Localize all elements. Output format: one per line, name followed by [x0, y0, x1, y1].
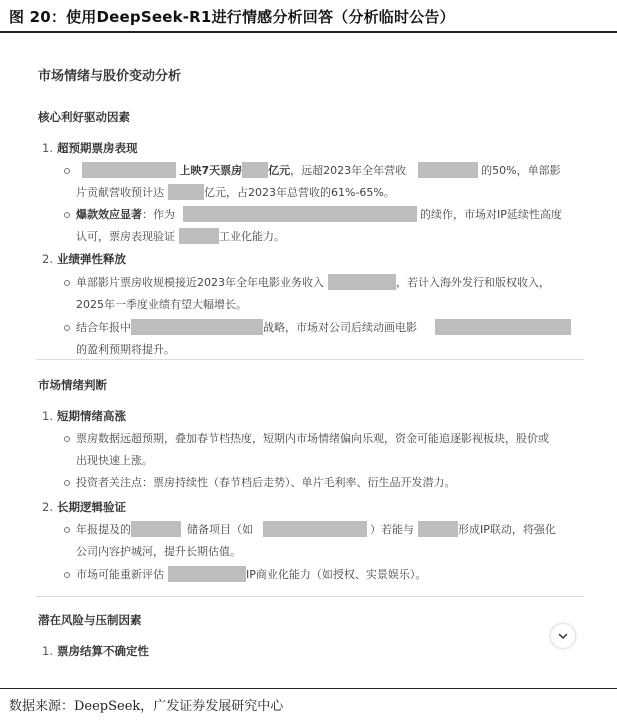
- redaction-block: [418, 521, 458, 537]
- redaction-block: [82, 162, 176, 178]
- text-line: 出现快速上涨。: [76, 454, 153, 467]
- text-segment: 的50%，单部影: [481, 164, 561, 177]
- item-label: 票房结算不确定性: [56, 644, 149, 658]
- bullet-dot-icon: [64, 325, 70, 331]
- bullet-dot-icon: [64, 480, 70, 486]
- bullet-investor-focus: [64, 472, 584, 494]
- item-number: 1.: [42, 141, 53, 155]
- section-title-sentiment: 市场情绪判断: [38, 378, 107, 392]
- text-segment: 爆款效应显著: [76, 208, 142, 221]
- text-segment: 2025年一季度业绩有望大幅增长。: [76, 298, 247, 311]
- bullet-annual-report-strategy: [64, 317, 584, 361]
- text-segment: 战略，市场对公司后续动画电影: [263, 321, 417, 334]
- redaction-block: [168, 184, 204, 200]
- bullet-dot-icon: [64, 527, 70, 533]
- top-rule: [0, 31, 617, 33]
- redaction-block: [183, 206, 417, 222]
- text-segment: IP商业化能力（如授权、实景娱乐）。: [246, 568, 427, 581]
- text-segment: 亿元，占2023年总营收的61%-65%。: [204, 186, 395, 199]
- text-segment: ，若计入海外发行和版权收入，: [396, 276, 550, 289]
- item-number: 2.: [42, 252, 53, 266]
- list-item-short-term: [42, 408, 126, 424]
- redaction-block: [418, 162, 478, 178]
- text-segment: 的续作，市场对IP延续性高度: [420, 208, 562, 221]
- section-title-core-drivers: 核心利好驱动因素: [38, 110, 130, 124]
- bullet-dot-icon: [64, 212, 70, 218]
- section-divider: [36, 359, 584, 360]
- text-segment: ：作为: [142, 208, 175, 221]
- text-segment: 认可，票房表现验证: [76, 230, 175, 243]
- section-title-risks: 潜在风险与压制因素: [38, 613, 142, 627]
- redaction-block: [263, 521, 367, 537]
- text-segment: 市场可能重新评估: [76, 568, 164, 581]
- item-label: 业绩弹性释放: [56, 252, 126, 266]
- text-segment: 工业化能力。: [219, 230, 285, 243]
- text-segment: 年报提及的: [76, 523, 131, 536]
- list-item-settlement-uncertainty: [42, 643, 149, 659]
- list-item-earnings-elasticity: [42, 251, 126, 267]
- item-label: 长期逻辑验证: [56, 500, 126, 514]
- redaction-block: [435, 319, 571, 335]
- text-segment: 的盈利预期将提升。: [76, 343, 175, 356]
- section-divider: [36, 596, 584, 597]
- text-segment: 上映7天票房: [179, 164, 243, 177]
- chevron-down-icon: [557, 630, 569, 642]
- redaction-block: [242, 162, 268, 178]
- bullet-dot-icon: [64, 168, 70, 174]
- text-line: 投资者关注点：票房持续性（春节档后走势）、单片毛利率、衍生品开发潜力。: [76, 476, 456, 489]
- bullet-reserve-projects: [64, 519, 584, 563]
- redaction-block: [168, 566, 246, 582]
- text-segment: ，远超2023年全年营收: [290, 164, 407, 177]
- redaction-block: [328, 274, 396, 290]
- item-number: 1.: [42, 409, 53, 423]
- bullet-dot-icon: [64, 572, 70, 578]
- text-segment: 单部影片票房收规模接近2023年全年电影业务收入: [76, 276, 324, 289]
- bullet-dot-icon: [64, 436, 70, 442]
- item-number: 2.: [42, 500, 53, 514]
- figure-title: 图 20：使用DeepSeek-R1进行情感分析回答（分析临时公告）: [9, 8, 455, 26]
- text-segment: 公司内容护城河，提升长期估值。: [76, 545, 241, 558]
- text-segment: 亿元: [268, 164, 291, 177]
- text-segment: ）若能与: [370, 523, 414, 536]
- redaction-block: [131, 521, 181, 537]
- response-heading: 市场情绪与股价变动分析: [38, 69, 182, 84]
- bottom-rule: [0, 688, 617, 689]
- bullet-ip-revaluation: [64, 564, 584, 586]
- text-segment: 片贡献营收预计达: [76, 186, 164, 199]
- redaction-block: [179, 228, 219, 244]
- bullet-box-office-beat: [64, 428, 588, 472]
- item-label: 短期情绪高涨: [56, 409, 126, 423]
- bullet-dot-icon: [64, 280, 70, 286]
- source-note: 数据来源：DeepSeek，广发证券发展研究中心: [9, 699, 284, 714]
- text-line: 票房数据远超预期，叠加春节档热度，短期内市场情绪偏向乐观，资金可能追逐影视板块，股价或: [76, 432, 549, 445]
- text-segment: 形成IP联动，将强化: [458, 523, 556, 536]
- bullet-box-office-figures: [64, 160, 584, 204]
- bullet-blockbuster-effect: [64, 204, 584, 248]
- list-item-box-office: [42, 140, 137, 156]
- redaction-block: [131, 319, 263, 335]
- chat-response-screenshot: [28, 36, 588, 686]
- scroll-down-button[interactable]: [551, 624, 575, 648]
- item-number: 1.: [42, 644, 53, 658]
- text-segment: 结合年报中: [76, 321, 131, 334]
- text-segment: 储备项目（如: [187, 523, 253, 536]
- bullet-revenue-scale: [64, 272, 584, 316]
- list-item-long-term: [42, 499, 126, 515]
- item-label: 超预期票房表现: [56, 141, 138, 155]
